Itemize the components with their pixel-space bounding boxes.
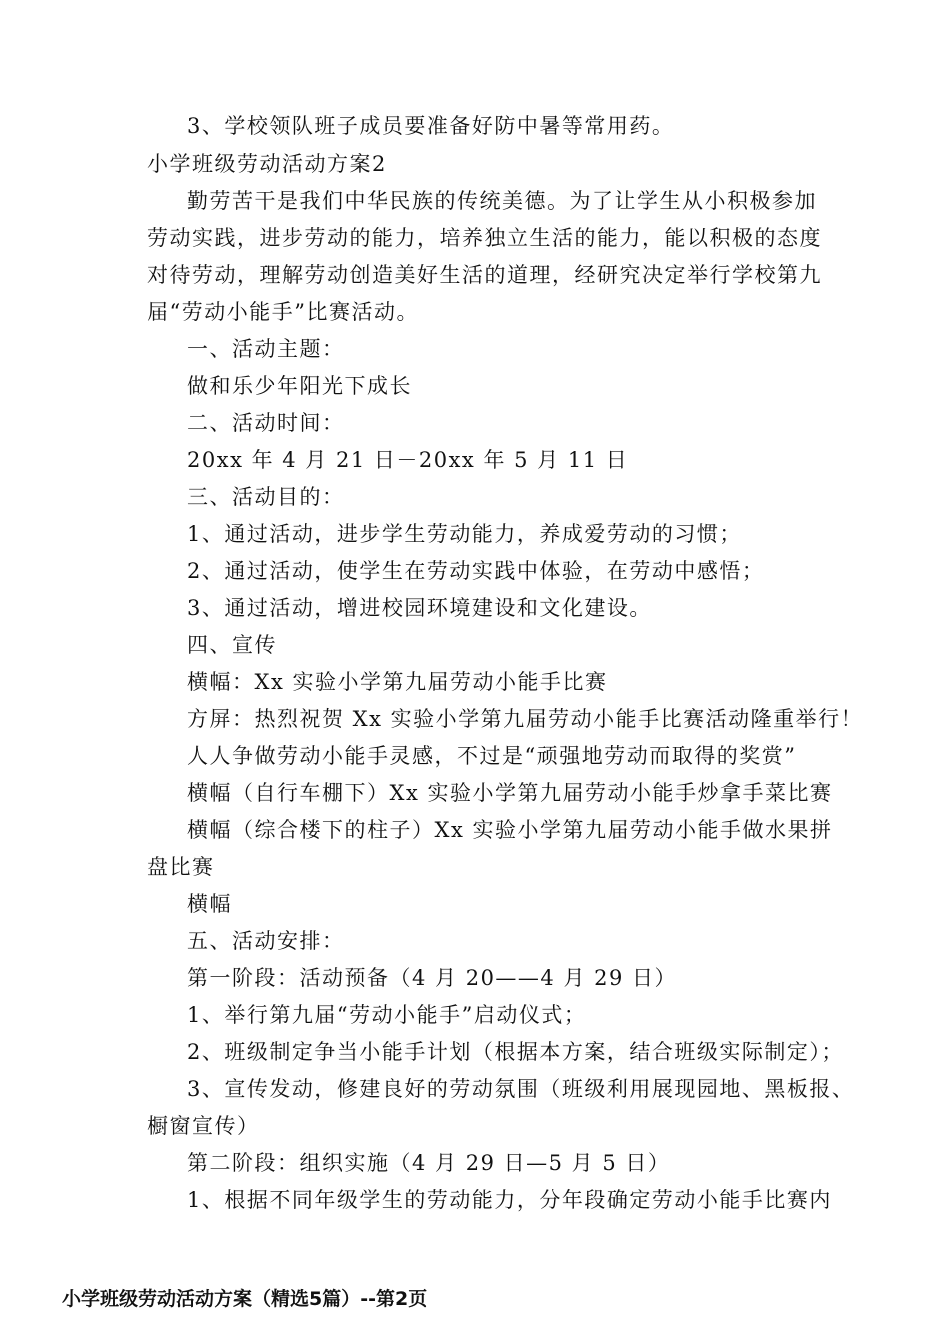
text-line: 2、班级制定争当小能手计划（根据本方案，结合班级实际制定）； [187, 1040, 844, 1064]
text-line: 盘比赛 [147, 855, 215, 879]
text-line: 1、举行第九届“劳动小能手”启动仪式； [187, 1003, 587, 1027]
text-line: 第二阶段：组织实施（4 月 29 日—5 月 5 日） [187, 1151, 671, 1175]
text-line: 1、通过活动，进步学生劳动能力，养成爱劳动的习惯； [187, 522, 742, 546]
text-line: 1、根据不同年级学生的劳动能力，分年段确定劳动小能手比赛内 [187, 1188, 832, 1212]
text-line: 人人争做劳动小能手灵感，不过是“顽强地劳动而取得的奖赏” [187, 744, 797, 768]
text-line: 3、通过活动，增进校园环境建设和文化建设。 [187, 596, 652, 620]
subheading: 四、宣传 [187, 633, 277, 657]
subheading: 一、活动主题： [187, 337, 345, 361]
text-line: 届“劳动小能手”比赛活动。 [147, 300, 419, 324]
text-line: 横幅：Xx 实验小学第九届劳动小能手比赛 [187, 670, 608, 694]
text-line: 劳动实践，进步劳动的能力，培养独立生活的能力，能以积极的态度 [147, 226, 822, 250]
page-footer: 小学班级劳动活动方案（精选5篇）--第2页 [62, 1288, 428, 1310]
text-line: 横幅（综合楼下的柱子）Xx 实验小学第九届劳动小能手做水果拼 [187, 818, 833, 842]
subheading: 三、活动目的： [187, 485, 345, 509]
text-line: 横幅 [187, 892, 232, 916]
text-line: 20xx 年 4 月 21 日－20xx 年 5 月 11 日 [187, 448, 629, 472]
text-line: 方屏：热烈祝贺 Xx 实验小学第九届劳动小能手比赛活动隆重举行！ [187, 707, 864, 731]
text-line: 2、通过活动，使学生在劳动实践中体验，在劳动中感悟； [187, 559, 765, 583]
subheading: 二、活动时间： [187, 411, 345, 435]
section-heading: 小学班级劳动活动方案2 [147, 152, 387, 176]
text-line: 做和乐少年阳光下成长 [187, 374, 412, 398]
text-line: 3、宣传发动，修建良好的劳动氛围（班级利用展现园地、黑板报、 [187, 1077, 855, 1101]
text-line: 横幅（自行车棚下）Xx 实验小学第九届劳动小能手炒拿手菜比赛 [187, 781, 833, 805]
text-line: 对待劳动，理解劳动创造美好生活的道理，经研究决定举行学校第九 [147, 263, 822, 287]
text-line: 3、学校领队班子成员要准备好防中暑等常用药。 [187, 114, 675, 138]
text-line: 勤劳苦干是我们中华民族的传统美德。为了让学生从小积极参加 [187, 189, 817, 213]
text-line: 橱窗宣传） [147, 1114, 260, 1138]
subheading: 五、活动安排： [187, 929, 345, 953]
text-line: 第一阶段：活动预备（4 月 20——4 月 29 日） [187, 966, 678, 990]
